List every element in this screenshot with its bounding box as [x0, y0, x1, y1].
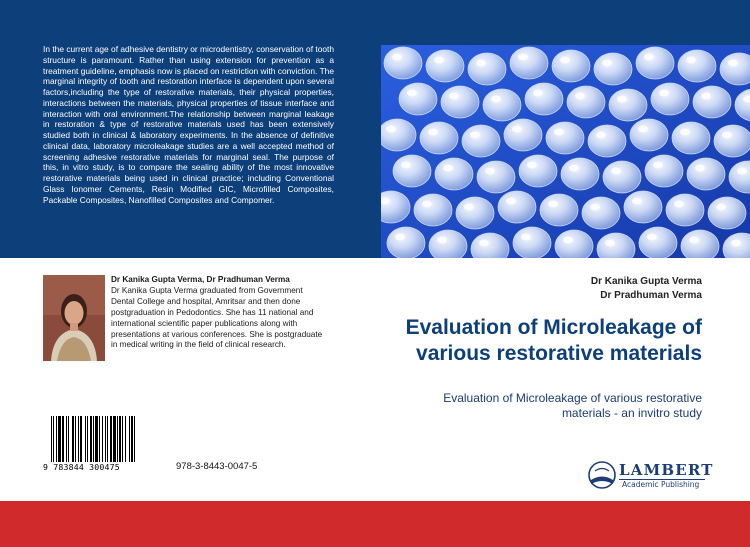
author-portrait — [43, 275, 105, 361]
publisher-logo — [586, 459, 714, 491]
publisher-tagline: Academic Publishing — [622, 480, 700, 489]
front-author-1: Dr Kanika Gupta Verma — [590, 276, 702, 287]
front-author-2: Dr Pradhuman Verma — [600, 289, 702, 301]
barcode-digits: 9 783844 300475 — [43, 462, 168, 472]
back-cover-blurb: In the current age of adhesive dentistry or microdentistry, conservation of tooth structure is paramount. Rather than using extension for prevention as a treatment guideline, emphasis now is placed on restriction with conviction. The marginal integrity of tooth and restoration interface is dependent upon several factors,including the type of restorative materials, their physical properties, interactions between the materials, physical properties of tissue interface and interaction with oral environment.The relationship between marginal leakage in restoration & type of restorative materials used has been extensively studied both in clinical & laboratory experiments. In the absence of definitive clinical data, laboratory microleakage studies are a well accepted method of screening adhesive restorative materials for marginal seal. The purpose of this, in vitro study, is to compare the sealing ability of the most innovative restorative materials being used in clinical practice; including Conventional Glass Ionomer Cements, Resin Modified GIC, Microfilled Composites, Packable Composites, Nanofilled Composites and Compomer. — [43, 44, 334, 205]
author-names: Dr Kanika Gupta Verma, Dr Pradhuman Verma — [111, 275, 290, 284]
cover-photo — [381, 45, 750, 258]
barcode — [43, 416, 168, 474]
book-subtitle: Evaluation of Microleakage of various restorative materials - an invitro study — [443, 391, 702, 420]
book-title: Evaluation of Microleakage of various restorative materials — [405, 316, 702, 365]
isbn-number: 978-3-8443-0047-5 — [176, 461, 258, 472]
author-info — [111, 275, 326, 351]
publisher-name: LAMBERT — [619, 461, 714, 479]
publisher-emblem-icon — [586, 459, 618, 491]
author-bio: Dr Kanika Gupta Verma graduated from Government Dental College and hospital, Amritsar and then done postgraduation in Pedodontics. She has 11 national and international scientific paper publications along with presentations at various conferences. She is postgraduate in medical writing in the field of clinical research. — [111, 285, 323, 350]
bottom-red-band — [0, 501, 750, 547]
front-authors — [591, 275, 702, 302]
